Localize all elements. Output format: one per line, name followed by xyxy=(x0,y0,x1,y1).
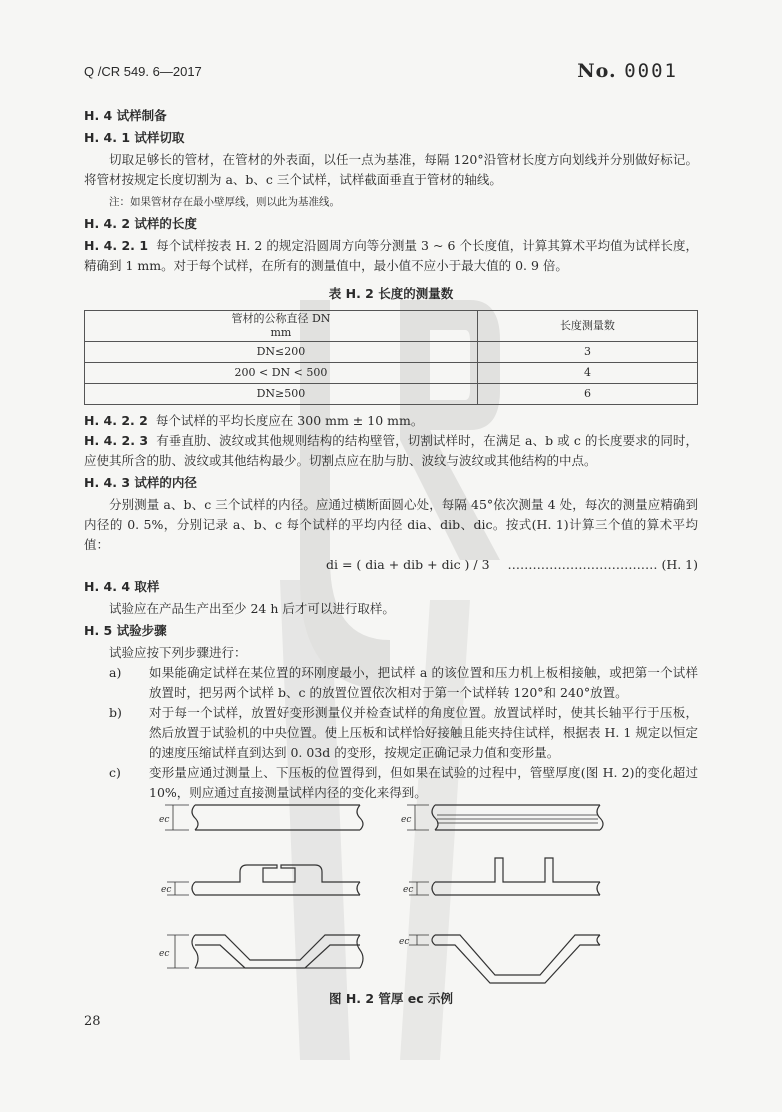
table-cell-count: 6 xyxy=(477,384,697,405)
table-row xyxy=(85,363,698,384)
list-item-label: c) xyxy=(109,765,121,780)
length-measurement-table xyxy=(84,310,698,405)
dim-label-ec: ec xyxy=(161,885,172,895)
hollow-rib-wall-profile xyxy=(409,858,600,895)
table-row xyxy=(85,384,698,405)
section-h41-note: 注：如果管材存在最小壁厚线，则以此为基准线。 xyxy=(109,196,340,208)
section-h4-heading: H. 4 试样制备 xyxy=(84,108,167,123)
corrugated-double-wall-profile xyxy=(167,935,363,968)
table-cell-count: 4 xyxy=(477,363,697,384)
table-cell-dn: DN≤200 xyxy=(85,342,478,363)
table-row xyxy=(85,342,698,363)
list-item-text: 变形量应通过测量上、下压板的位置得到，但如果在试验的过程中，管壁厚度(图 H. 2)的变化超过 10%，则应通过直接测量试样内径的变化来得到。 xyxy=(149,765,698,800)
pipe-wall-thickness-figure xyxy=(155,800,615,990)
document-number xyxy=(577,60,678,82)
section-h43-paragraph: 分别测量 a、b、c 三个试样的内径。应通过横断面圆心处，每隔 45°依次测量 4 处，每次的测量应精确到内径的 0. 5%，分别记录 a、b、c 每个试样的平均内径 dia、dib、dic。按式(H. 1)计算三个值的算术平均值： xyxy=(84,497,698,552)
table-header-diameter-unit: mm xyxy=(270,326,292,339)
section-h42-heading: H. 4. 2 试样的长度 xyxy=(84,216,197,231)
list-item-text: 如果能确定试样在某位置的环刚度最小，把试样 a 的该位置和压力机上板相接触，或把第一个试样放置时，把另两个试样 b、c 的放置位置依次相对于第一个试样转 120°和 240°放置。 xyxy=(149,665,698,700)
dim-label-ec: ec xyxy=(159,815,170,825)
list-item xyxy=(84,663,698,703)
table-header-count: 长度测量数 xyxy=(477,311,697,342)
dim-label-ec: ec xyxy=(403,885,414,895)
solid-rib-wall-profile xyxy=(167,865,360,895)
formula-h1 xyxy=(84,555,698,575)
standard-number: Q /CR 549. 6—2017 xyxy=(84,64,202,79)
table-cell-dn: 200 < DN < 500 xyxy=(85,363,478,384)
section-h5-intro: 试验应按下列步骤进行： xyxy=(109,645,247,660)
table-cell-dn: DN≥500 xyxy=(85,384,478,405)
section-h5-heading: H. 5 试验步骤 xyxy=(84,623,167,638)
section-h422-text: 每个试样的平均长度应在 300 mm ± 10 mm。 xyxy=(155,413,424,428)
section-h44-heading: H. 4. 4 取样 xyxy=(84,579,160,594)
table-header-diameter-line1: 管材的公称直径 DN xyxy=(231,312,331,325)
document-body xyxy=(84,104,698,803)
section-h423-text: 有垂直肋、波纹或其他规则结构的结构壁管，切割试样时，在满足 a、b 或 c 的长度要求的同时，应使其所含的肋、波纹或其他结构最少。切割点应在肋与肋、波纹与波纹或其他结构的中点。 xyxy=(84,433,698,468)
dim-label-ec: ec xyxy=(159,949,170,959)
list-item-label: b) xyxy=(109,705,122,720)
multilayer-wall-profile xyxy=(407,805,603,830)
list-item xyxy=(84,763,698,803)
section-h44-paragraph: 试验应在产品生产出至少 24 h 后才可以进行取样。 xyxy=(109,601,395,616)
list-item xyxy=(84,703,698,763)
section-h41-heading: H. 4. 1 试样切取 xyxy=(84,130,185,145)
formula-expression: di = ( dia + dib + dic ) / 3 xyxy=(326,557,490,572)
section-h422-number: H. 4. 2. 2 xyxy=(84,413,148,428)
dim-label-ec: ec xyxy=(401,815,412,825)
table-header-diameter xyxy=(85,311,478,342)
section-h421-text: 每个试样按表 H. 2 的规定沿圆周方向等分测量 3 ~ 6 个长度值，计算其算术平均值为试样长度，精确到 1 mm。对于每个试样，在所有的测量值中，最小值不应小于最大值的 0. 9 倍。 xyxy=(84,238,698,273)
section-h422-paragraph xyxy=(84,411,698,431)
table-cell-count: 3 xyxy=(477,342,697,363)
document-number-label: No. xyxy=(577,60,617,82)
dim-label-ec: ec xyxy=(399,937,410,947)
solid-wall-profile xyxy=(165,805,363,830)
section-h41-paragraph: 切取足够长的管材，在管材的外表面，以任一点为基准，每隔 120°沿管材长度方向划线并分别做好标记。将管材按规定长度切割为 a、b、c 三个试样，试样截面垂直于管材的轴线。 xyxy=(84,152,698,187)
section-h423-number: H. 4. 2. 3 xyxy=(84,433,149,448)
list-item-label: a) xyxy=(109,665,122,680)
table-caption: 表 H. 2 长度的测量数 xyxy=(328,286,454,301)
section-h423-paragraph xyxy=(84,431,698,471)
page-number: 28 xyxy=(84,1014,101,1029)
list-item-text: 对于每一个试样，放置好变形测量仪并检查试样的角度位置。放置试样时，使其长轴平行于压板，然后放置于试验机的中央位置。使上压板和试样恰好接触且能夹持住试样，根据表 H. 1 规定以恒定的速度压缩试样直到达到 0. 03d 的变形，按规定正确记录力值和变形量。 xyxy=(149,705,698,760)
document-number-value: 0001 xyxy=(624,60,678,82)
formula-reference: ……………………………… (H. 1) xyxy=(507,557,698,572)
corrugated-single-wall-profile xyxy=(409,935,600,983)
figure-caption: 图 H. 2 管厚 ec 示例 xyxy=(328,991,454,1006)
section-h421-number: H. 4. 2. 1 xyxy=(84,238,149,253)
section-h43-heading: H. 4. 3 试样的内径 xyxy=(84,475,197,490)
table-header-row xyxy=(85,311,698,342)
section-h421-paragraph xyxy=(84,236,698,276)
